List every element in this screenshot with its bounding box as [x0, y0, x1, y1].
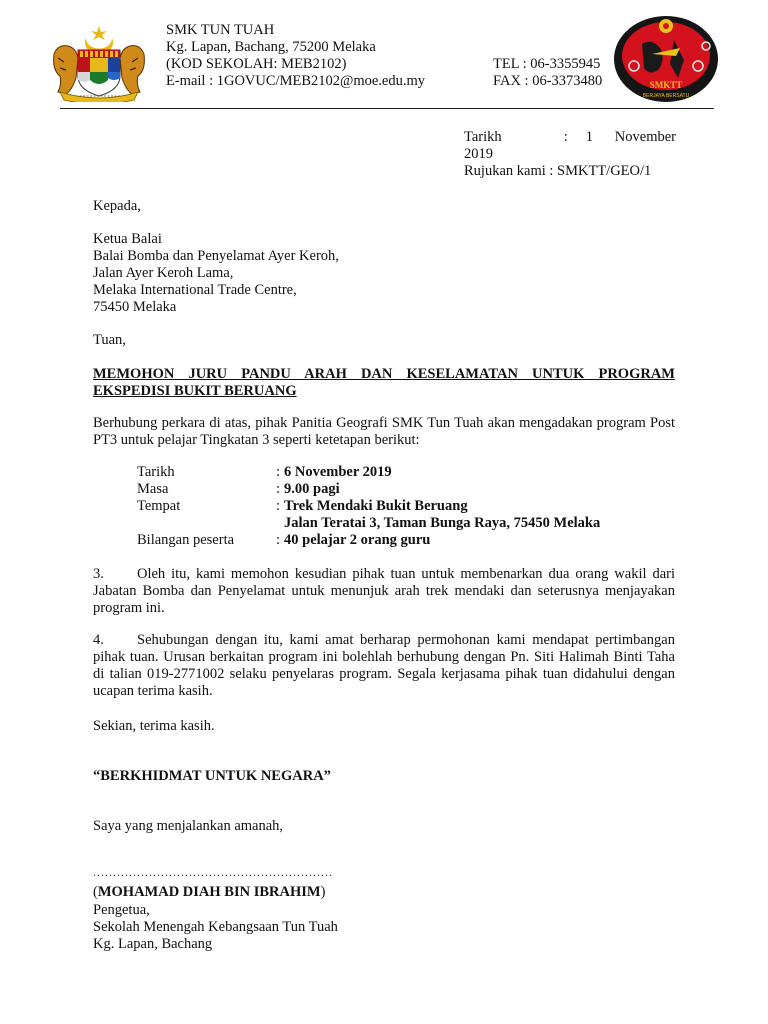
signatory-name	[93, 884, 325, 901]
paragraph-4	[93, 632, 675, 700]
detail-value: 6 November 2019	[284, 464, 392, 480]
detail-value: 9.00 pagi	[284, 481, 340, 497]
detail-label: Bilangan peserta	[137, 532, 235, 548]
date-label: Tarikh	[464, 129, 502, 145]
date-colon: :	[563, 129, 568, 145]
date-row	[464, 129, 676, 146]
detail-colon: :	[276, 532, 281, 548]
motto: “BERKHIDMAT UNTUK NEGARA”	[93, 768, 331, 784]
detail-colon: :	[276, 498, 281, 514]
detail-colon	[276, 515, 284, 532]
school-tel: TEL : 06-3355945	[493, 56, 601, 72]
subject-line-1: MEMOHON JURU PANDU ARAH DAN KESELAMATAN UNTUK PROGRAM	[93, 366, 675, 382]
detail-value: Trek Mendaki Bukit Beruang	[284, 498, 468, 514]
paragraph-text: Sehubungan dengan itu, kami amat berharap permohonan kami mendapat pertimbangan pihak tuan. Urusan berkaitan program ini bolehlah berhubung dengan Pn. Siti Halimah Binti Taha di talian 019-2771002 selaku penyelaras program. Segala kerjasama pihak tuan didahului dengan ucapan terima kasih.	[93, 632, 675, 699]
malaysia-coat-of-arms-icon	[46, 24, 152, 102]
closing-line: Sekian, terima kasih.	[93, 718, 215, 734]
program-details-table	[137, 464, 600, 549]
reference-number: Rujukan kami : SMKTT/GEO/1	[464, 163, 652, 179]
date-year: 2019	[464, 146, 493, 162]
detail-label: Tempat	[137, 498, 181, 514]
detail-colon: :	[276, 481, 281, 497]
paragraph-number: 4.	[93, 632, 104, 648]
name-close-paren: )	[320, 884, 326, 900]
trust-line: Saya yang menjalankan amanah,	[93, 818, 284, 834]
intro-paragraph: Berhubung perkara di atas, pihak Panitia Geografi SMK Tun Tuah akan mengadakan program Post PT3 untuk pelajar Tingkatan 3 seperti ketetapan berikut:	[93, 415, 675, 448]
school-code: (KOD SEKOLAH: MEB2102)	[166, 56, 347, 72]
detail-label: Masa	[137, 481, 169, 497]
signature-dotted-line: ............................................................	[93, 865, 333, 879]
school-name: SMK TUN TUAH	[166, 22, 275, 38]
signatory-title: Pengetua,	[93, 902, 150, 918]
signatory-school: Sekolah Menengah Kebangsaan Tun Tuah	[93, 919, 338, 935]
subject-line-2: EKSPEDISI BUKIT BERUANG	[93, 383, 297, 399]
logo-text-bottom: BERJAYA BERSATU	[642, 93, 690, 99]
recipient-line: Ketua Balai	[93, 231, 162, 247]
paragraph-text: Oleh itu, kami memohon kesudian pihak tuan untuk membenarkan dua orang wakil dari Jabatan Bomba dan Penyelamat untuk menunjuk arah trek mendaki dan seterusnya menjayakan program ini.	[93, 566, 675, 616]
detail-row	[137, 498, 600, 515]
name-text: MOHAMAD DIAH BIN IBRAHIM	[97, 884, 321, 900]
school-email: E-mail : 1GOVUC/MEB2102@moe.edu.my	[166, 73, 426, 89]
school-address: Kg. Lapan, Bachang, 75200 Melaka	[166, 39, 376, 55]
name-open-paren: (	[93, 884, 98, 900]
date-value: 1 November	[585, 129, 676, 145]
signatory-place: Kg. Lapan, Bachang	[93, 936, 213, 952]
paragraph-3	[93, 566, 675, 617]
letter-subject	[93, 366, 675, 400]
detail-label: Tarikh	[137, 464, 175, 480]
detail-colon: :	[276, 464, 281, 480]
recipient-line: Jalan Ayer Keroh Lama,	[93, 265, 234, 281]
recipient-line: Melaka International Trade Centre,	[93, 282, 297, 298]
greeting: Tuan,	[93, 332, 126, 348]
recipient-line: 75450 Melaka	[93, 299, 177, 315]
school-fax: FAX : 06-3373480	[493, 73, 603, 89]
detail-value: 40 pelajar 2 orang guru	[284, 532, 431, 548]
detail-row	[137, 515, 600, 532]
detail-row	[137, 532, 600, 549]
letterhead-divider	[60, 108, 714, 109]
recipient-line: Balai Bomba dan Penyelamat Ayer Keroh,	[93, 248, 339, 264]
paragraph-number: 3.	[93, 566, 104, 582]
detail-value: Jalan Teratai 3, Taman Bunga Raya, 75450 Melaka	[284, 515, 601, 531]
school-logo-icon	[612, 14, 720, 104]
detail-row	[137, 481, 600, 498]
detail-row	[137, 464, 600, 481]
date-reference-block	[464, 129, 676, 180]
logo-text-top: SMKTT	[649, 80, 683, 90]
recipient-salutation: Kepada,	[93, 198, 141, 214]
detail-label	[137, 515, 276, 532]
